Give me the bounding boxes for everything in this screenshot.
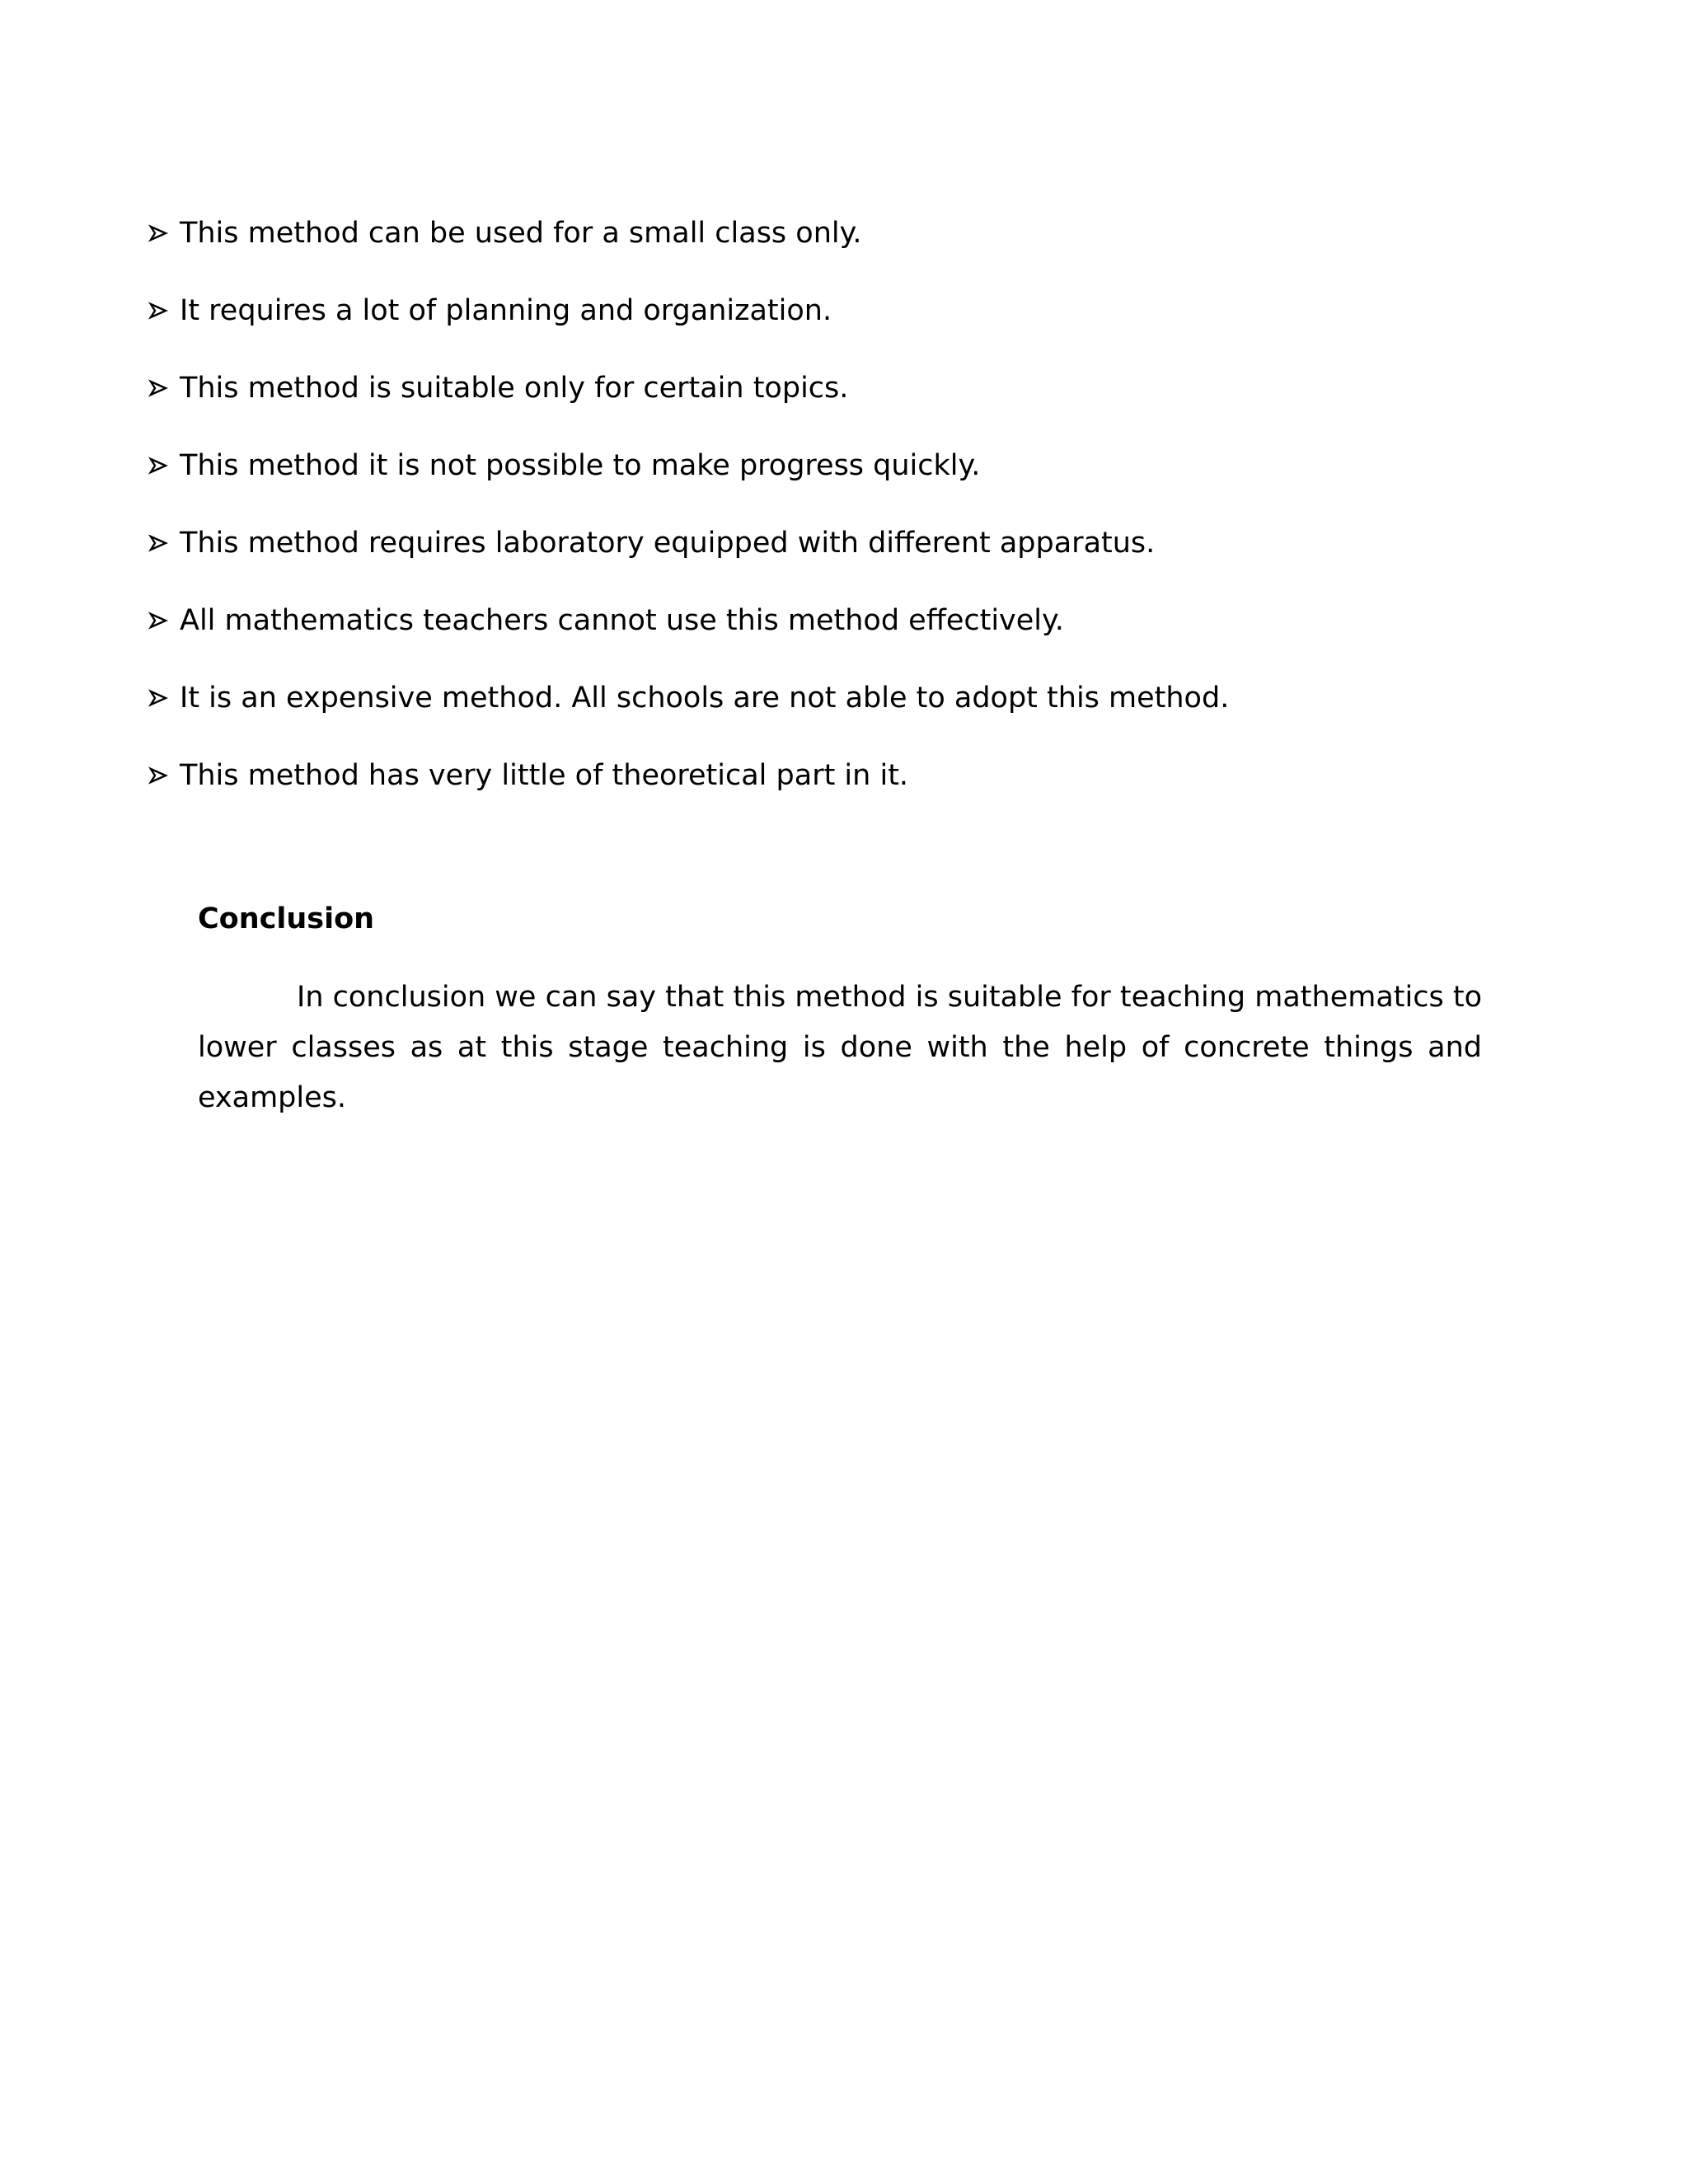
list-item-text: This method is suitable only for certain topics. (180, 372, 849, 405)
arrowhead-bullet-icon (148, 213, 180, 254)
arrowhead-bullet-icon (148, 600, 180, 641)
arrowhead-bullet-icon (148, 445, 180, 486)
list-item-text: This method can be used for a small class only. (180, 217, 862, 250)
arrowhead-bullet-icon (148, 523, 180, 564)
list-item (148, 427, 1550, 504)
list-item (148, 272, 1550, 349)
list-item-text: This method it is not possible to make progress quickly. (180, 449, 981, 482)
list-item-text: It is an expensive method. All schools are not able to adopt this method. (180, 682, 1230, 715)
list-item-text: It requires a lot of planning and organization. (180, 294, 832, 327)
arrowhead-bullet-icon (148, 755, 180, 796)
conclusion-heading: Conclusion (198, 902, 375, 935)
list-item-text: This method requires laboratory equipped with different apparatus. (180, 527, 1156, 560)
list-item (148, 194, 1550, 272)
arrowhead-bullet-icon (148, 290, 180, 331)
arrowhead-bullet-icon (148, 677, 180, 719)
list-item (148, 504, 1550, 582)
list-item (148, 659, 1550, 737)
list-item (148, 582, 1550, 659)
arrowhead-bullet-icon (148, 368, 180, 409)
list-item (148, 349, 1550, 427)
list-item-text: All mathematics teachers cannot use this method effectively. (180, 604, 1064, 637)
list-item (148, 737, 1550, 814)
conclusion-paragraph: In conclusion we can say that this method is suitable for teaching mathematics to lower classes as at this stage teaching is done with the help of concrete things and examples. (198, 981, 1482, 1114)
list-item-text: This method has very little of theoretical part in it. (180, 759, 909, 792)
disadvantages-list (148, 194, 1550, 814)
